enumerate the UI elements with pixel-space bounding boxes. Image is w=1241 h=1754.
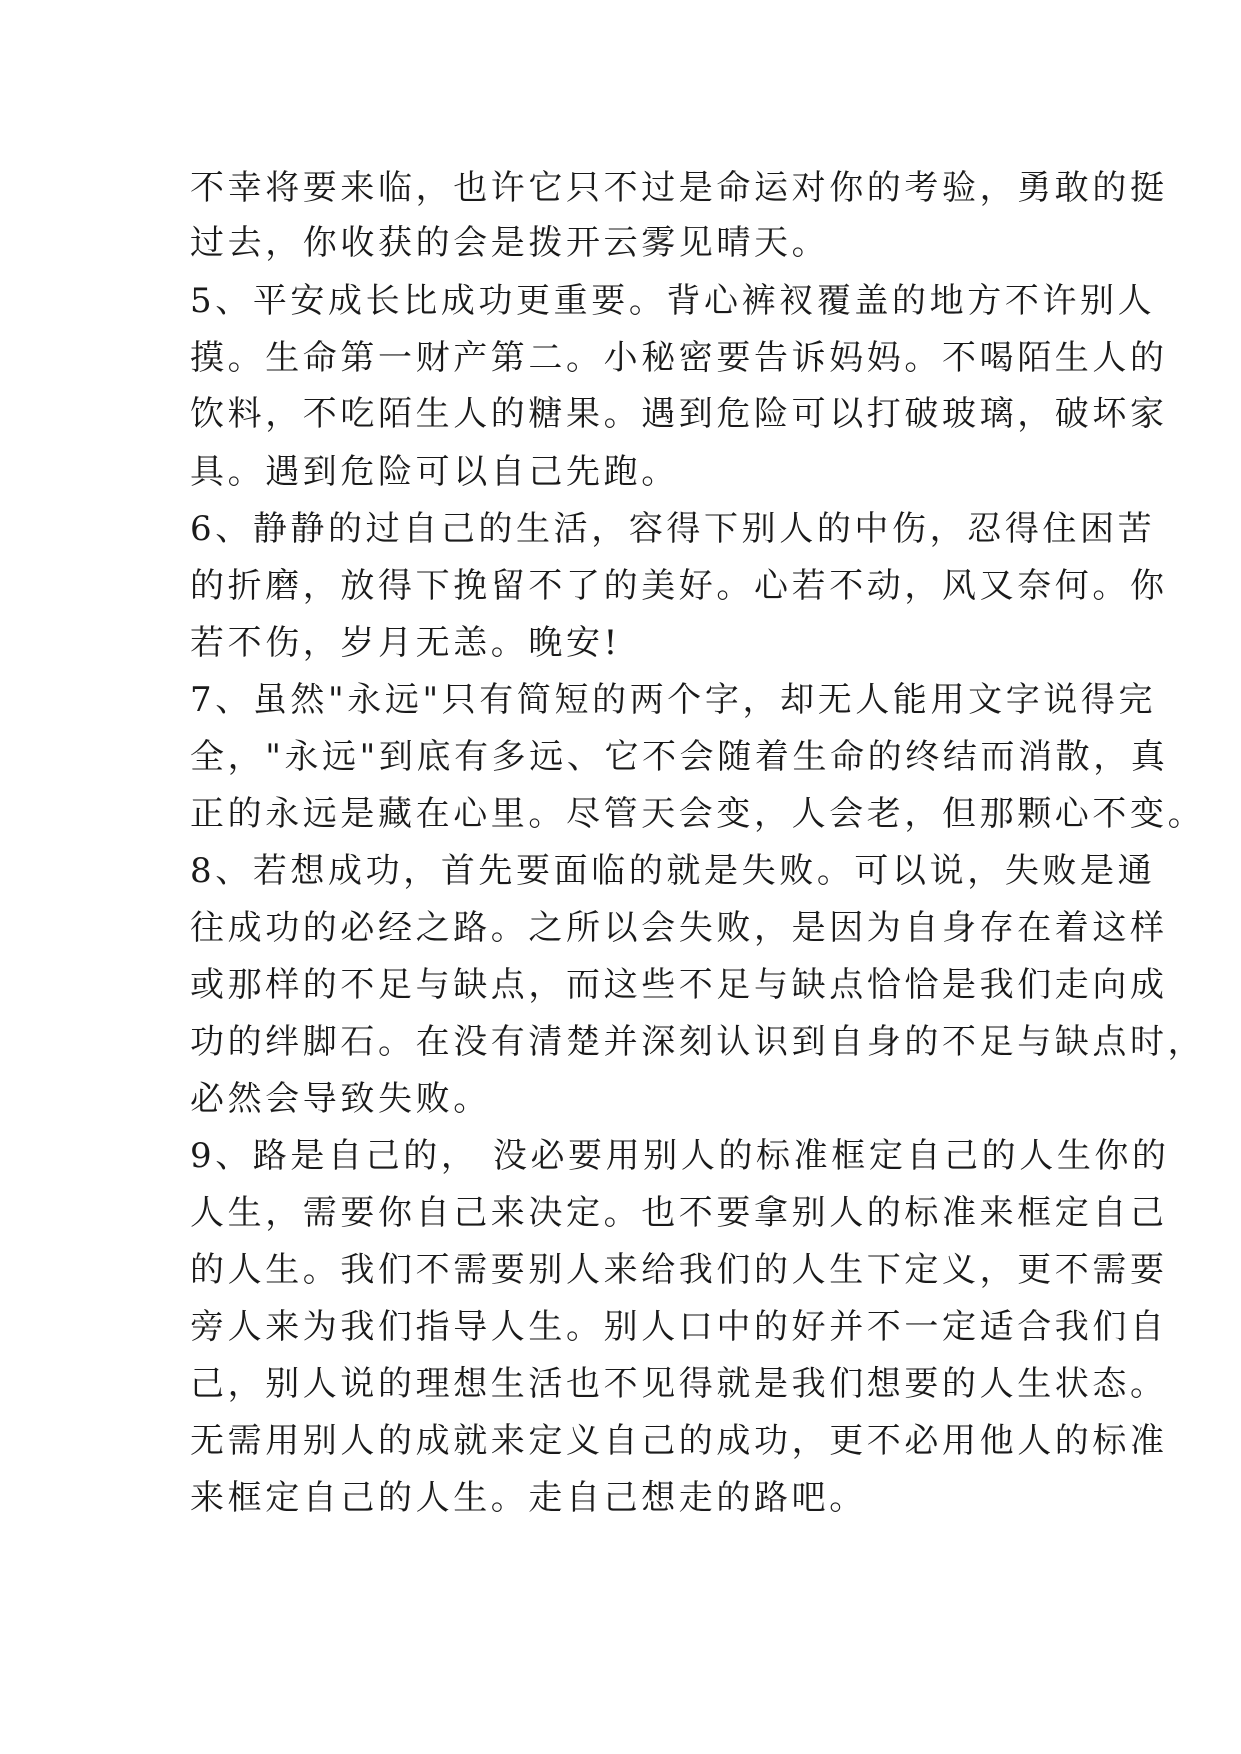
text-line-8: 的折磨，放得下挽留不了的美好。心若不动，风又奈何。你 xyxy=(190,566,1168,606)
text-line-4: 摸。生命第一财产第二。小秘密要告诉妈妈。不喝陌生人的 xyxy=(190,338,1168,378)
text-line-11: 全，"永远"到底有多远、它不会随着生命的终结而消散，真 xyxy=(190,737,1169,777)
text-line-6: 具。遇到危险可以自己先跑。 xyxy=(190,452,679,492)
text-line-2: 过去，你收获的会是拨开云雾见晴天。 xyxy=(190,223,830,263)
text-line-24: 来框定自己的人生。走自己想走的路吧。 xyxy=(190,1478,867,1518)
text-line-10: 7、虽然"永远"只有简短的两个字，却无人能用文字说得完 xyxy=(190,680,1157,720)
text-line-15: 或那样的不足与缺点，而这些不足与缺点恰恰是我们走向成 xyxy=(190,965,1168,1005)
text-line-17: 必然会导致失败。 xyxy=(190,1079,491,1119)
text-line-5: 饮料，不吃陌生人的糖果。遇到危险可以打破玻璃，破坏家 xyxy=(190,394,1168,434)
text-line-20: 的人生。我们不需要别人来给我们的人生下定义，更不需要 xyxy=(190,1250,1168,1290)
text-line-7: 6、静静的过自己的生活，容得下别人的中伤，忍得住困苦 xyxy=(190,509,1156,549)
text-line-22: 己，别人说的理想生活也不见得就是我们想要的人生状态。 xyxy=(190,1364,1168,1404)
text-line-1: 不幸将要来临，也许它只不过是命运对你的考验，勇敢的挺 xyxy=(190,168,1168,208)
text-line-21: 旁人来为我们指导人生。别人口中的好并不一定适合我们自 xyxy=(190,1307,1168,1347)
text-line-13: 8、若想成功，首先要面临的就是失败。可以说，失败是通 xyxy=(190,851,1156,891)
text-line-18: 9、路是自己的， 没必要用别人的标准框定自己的人生你的 xyxy=(190,1136,1170,1176)
text-line-23: 无需用别人的成就来定义自己的成功，更不必用他人的标准 xyxy=(190,1421,1168,1461)
text-line-12: 正的永远是藏在心里。尽管天会变，人会老，但那颗心不变。 xyxy=(190,794,1206,834)
text-line-9: 若不伤，岁月无恙。晚安! xyxy=(190,623,621,663)
text-line-3: 5、平安成长比成功更重要。背心裤衩覆盖的地方不许别人 xyxy=(190,281,1156,321)
text-line-16: 功的绊脚石。在没有清楚并深刻认识到自身的不足与缺点时， xyxy=(190,1022,1206,1062)
text-line-19: 人生，需要你自己来决定。也不要拿别人的标准来框定自己 xyxy=(190,1193,1168,1233)
text-line-14: 往成功的必经之路。之所以会失败，是因为自身存在着这样 xyxy=(190,908,1168,948)
